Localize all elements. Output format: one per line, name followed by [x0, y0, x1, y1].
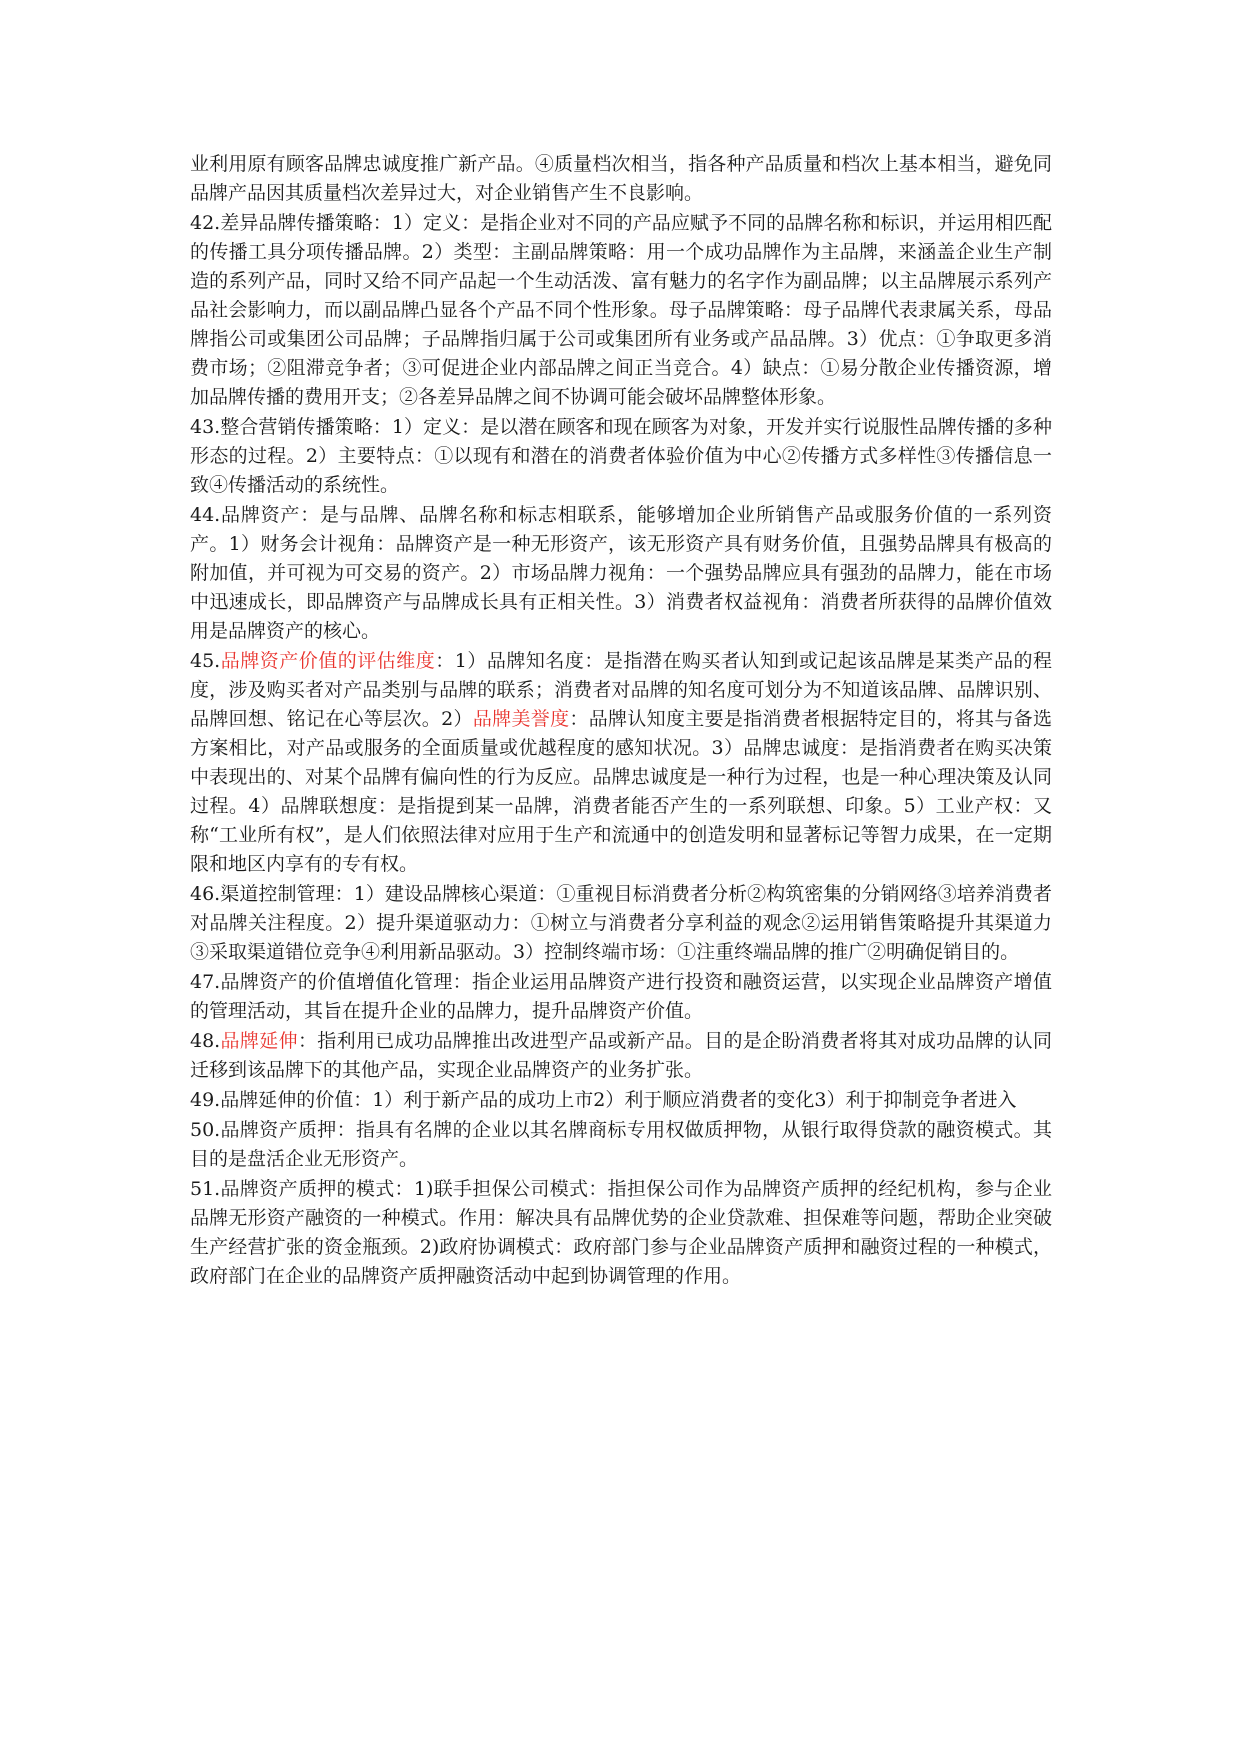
paragraph-45 [190, 647, 1052, 879]
paragraph-51 [190, 1175, 1052, 1291]
paragraph-number: 45. [190, 650, 221, 672]
paragraph-46 [190, 880, 1052, 967]
paragraph-48 [190, 1027, 1052, 1085]
paragraph-50 [190, 1116, 1052, 1174]
paragraph-text: 44.品牌资产：是与品牌、品牌名称和标志相联系，能够增加企业所销售产品或服务价值的一系列资产。1）财务会计视角：品牌资产是一种无形资产，该无形资产具有财务价值，且强势品牌具有极高的附加值，并可视为可交易的资产。2）市场品牌力视角：一个强势品牌应具有强劲的品牌力，能在市场中迅速成长，即品牌资产与品牌成长具有正相关性。3）消费者权益视角：消费者所获得的品牌价值效用是品牌资产的核心。 [190, 504, 1052, 642]
paragraph-47 [190, 968, 1052, 1026]
paragraph-49 [190, 1086, 1052, 1115]
paragraph-text: ：1）品牌知名度：是指潜在购买者认知到或记起该品牌是某类产品的程度，涉及购买者对产品类别与品牌的联系；消费者对品牌的知名度可划分为不知道该品牌、品牌识别、品牌回想、铭记在心等层次。2） [190, 650, 1052, 730]
highlighted-term: 品牌延伸 [220, 1030, 298, 1052]
paragraph-44 [190, 501, 1052, 646]
highlighted-term: 品牌资产价值的评估维度 [220, 650, 436, 672]
highlighted-term: 品牌美誉度 [472, 708, 570, 730]
paragraph-43 [190, 413, 1052, 500]
paragraph-number: 48. [190, 1030, 221, 1052]
paragraph-text: 42.差异品牌传播策略：1）定义：是指企业对不同的产品应赋予不同的品牌名称和标识，并运用相匹配的传播工具分项传播品牌。2）类型：主副品牌策略：用一个成功品牌作为主品牌，来涵盖企业生产制造的系列产品，同时又给不同产品起一个生动活泼、富有魅力的名字作为副品牌；以主品牌展示系列产品社会影响力，而以副品牌凸显各个产品不同个性形象。母子品牌策略：母子品牌代表隶属关系，母品牌指公司或集团公司品牌；子品牌指归属于公司或集团所有业务或产品品牌。3）优点：①争取更多消费市场；②阻滞竞争者；③可促进企业内部品牌之间正当竞合。4）缺点：①易分散企业传播资源，增加品牌传播的费用开支；②各差异品牌之间不协调可能会破坏品牌整体形象。 [190, 212, 1052, 408]
paragraph-text: 50.品牌资产质押：指具有名牌的企业以其名牌商标专用权做质押物，从银行取得贷款的融资模式。其目的是盘活企业无形资产。 [190, 1119, 1052, 1170]
paragraph-text: 46.渠道控制管理：1）建设品牌核心渠道：①重视目标消费者分析②构筑密集的分销网络③培养消费者对品牌关注程度。2）提升渠道驱动力：①树立与消费者分享利益的观念②运用销售策略提升其渠道力③采取渠道错位竞争④利用新品驱动。3）控制终端市场：①注重终端品牌的推广②明确促销目的。 [190, 883, 1052, 963]
paragraph-text: 51.品牌资产质押的模式：1)联手担保公司模式：指担保公司作为品牌资产质押的经纪机构，参与企业品牌无形资产融资的一种模式。作用：解决具有品牌优势的企业贷款难、担保难等问题，帮助企业突破生产经营扩张的资金瓶颈。2)政府协调模式：政府部门参与企业品牌资产质押和融资过程的一种模式，政府部门在企业的品牌资产质押融资活动中起到协调管理的作用。 [190, 1178, 1052, 1287]
paragraph-text: ：指利用已成功品牌推出改进型产品或新产品。目的是企盼消费者将其对成功品牌的认同迁移到该品牌下的其他产品，实现企业品牌资产的业务扩张。 [190, 1030, 1052, 1081]
paragraph-text: 47.品牌资产的价值增值化管理：指企业运用品牌资产进行投资和融资运营，以实现企业品牌资产增值的管理活动，其旨在提升企业的品牌力，提升品牌资产价值。 [190, 971, 1052, 1022]
paragraph-text: 业利用原有顾客品牌忠诚度推广新产品。④质量档次相当，指各种产品质量和档次上基本相当，避免同品牌产品因其质量档次差异过大，对企业销售产生不良影响。 [190, 153, 1052, 204]
paragraph-text: 49.品牌延伸的价值：1）利于新产品的成功上市2）利于顺应消费者的变化3）利于抑制竞争者进入 [190, 1089, 1017, 1111]
paragraph-42 [190, 209, 1052, 412]
paragraph-text: 43.整合营销传播策略：1）定义：是以潜在顾客和现在顾客为对象，开发并实行说服性品牌传播的多种形态的过程。2）主要特点：①以现有和潜在的消费者体验价值为中心②传播方式多样性③传播信息一致④传播活动的系统性。 [190, 416, 1052, 496]
paragraph-41-continued [190, 150, 1052, 208]
document-body [190, 150, 1052, 1292]
paragraph-text: ：品牌认知度主要是指消费者根据特定目的，将其与备选方案相比，对产品或服务的全面质量或优越程度的感知状况。3）品牌忠诚度：是指消费者在购买决策中表现出的、对某个品牌有偏向性的行为反应。品牌忠诚度是一种行为过程，也是一种心理决策及认同过程。4）品牌联想度：是指提到某一品牌，消费者能否产生的一系列联想、印象。5）工业产权：又称“工业所有权”，是人们依照法律对应用于生产和流通中的创造发明和显著标记等智力成果，在一定期限和地区内享有的专有权。 [190, 708, 1052, 875]
